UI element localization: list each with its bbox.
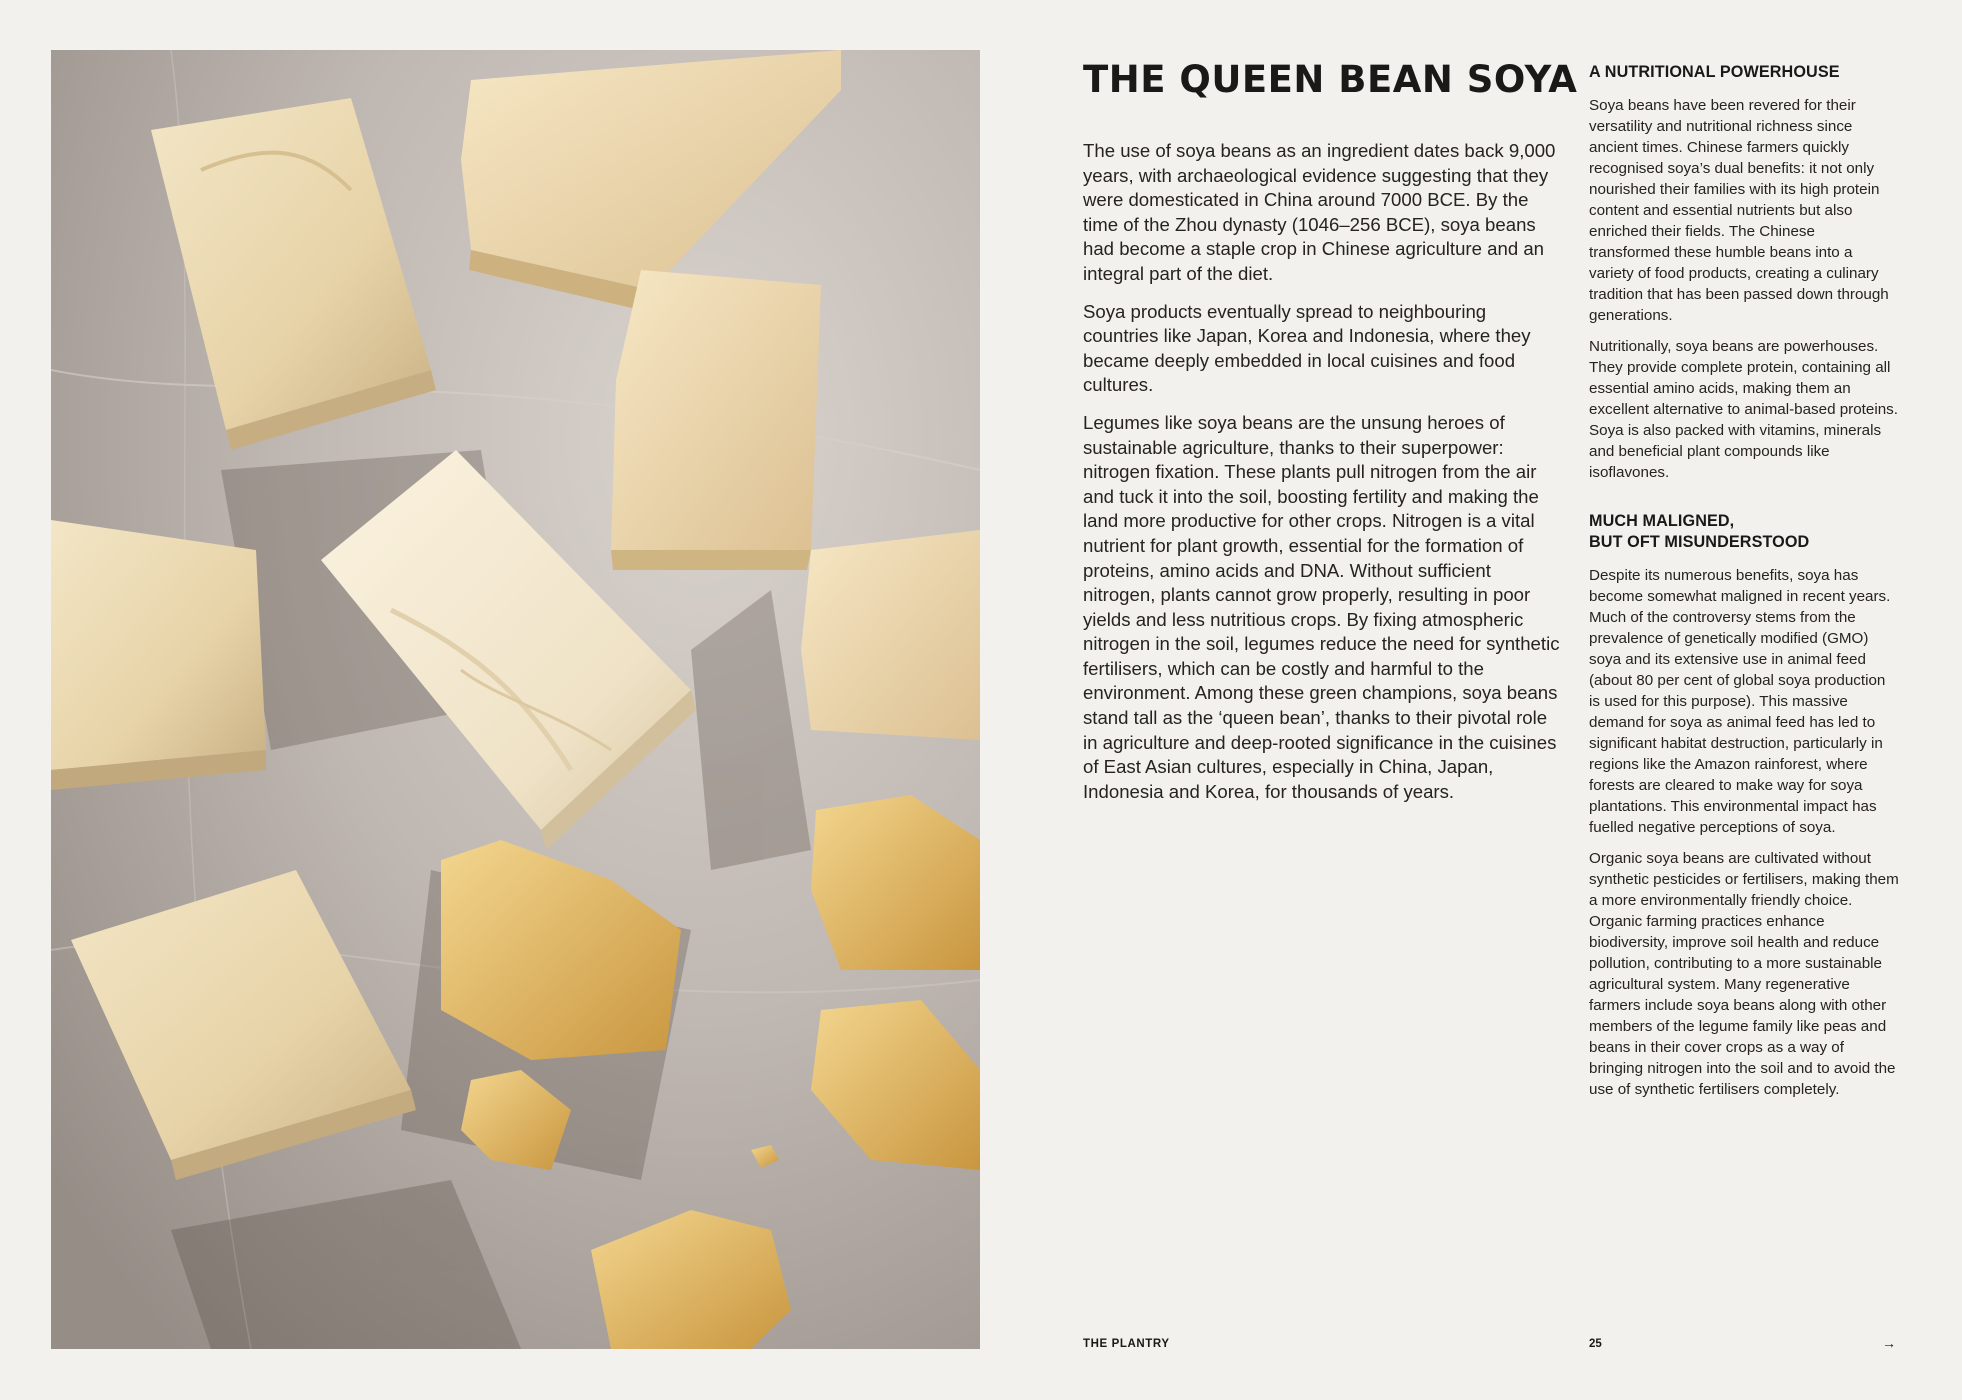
crumbly-tofu-block	[611, 270, 821, 570]
sidebar-paragraph: Despite its numerous benefits, soya has become somewhat maligned in recent years. Much of the controversy stems from the prevalence of genetically modified (GMO) soya and its extensive use in animal feed (about 80 per cent of global soya production is used for this purpose). This massive demand for soya as animal feed has led to significant habitat destruction, particularly in regions like the Amazon rainforest, where forests are cleared to make way for soya plantations. This environmental impact has fuelled negative perceptions of soya.	[1589, 567, 1891, 836]
page-number: 25	[1589, 1338, 1602, 1350]
section-heading-line: MUCH MALIGNED,	[1589, 512, 1735, 530]
main-paragraph: Legumes like soya beans are the unsung heroes of sustainable agriculture, thanks to their superpower: nitrogen fixation. These plants pull nitrogen from the air and tuck it into the soil, boosting fertility and making the land more productive for other crops. Nitrogen is a vital nutrient for plant growth, essential for the formation of proteins, amino acids and DNA. Without sufficient nitrogen, plants cannot grow properly, resulting in poor yields and less nutritious crops. By fixing atmospheric nitrogen in the soil, legumes reduce the need for synthetic fertilisers, which can be costly and harmful to the environment. Among these green champions, soya beans stand tall as the ‘queen bean’, thanks to their pivotal role in agriculture and deep-rooted significance in the cuisines of East Asian cultures, especially in China, Japan, Indonesia and Korea, for thousands of years.	[1083, 411, 1560, 802]
crumbly-tofu-right	[801, 530, 980, 740]
soy-products-photo	[51, 50, 980, 1349]
main-article-column	[1083, 139, 1560, 817]
sidebar-column	[1589, 62, 1899, 1110]
section-heading-nutrition: A NUTRITIONAL POWERHOUSE	[1589, 63, 1840, 81]
section-heading-maligned	[1589, 511, 1899, 553]
running-footer-title: THE PLANTRY	[1083, 1338, 1170, 1350]
sidebar-paragraph: Soya beans have been revered for their versatility and nutritional richness since ancient times. Chinese farmers quickly recognised soya’s dual benefits: it not only nourished their families with its high protein content and essential nutrients but also enriched their fields. The Chinese transformed these humble beans into a variety of food products, creating a culinary tradition that has been passed down through generations.	[1589, 97, 1889, 324]
smooth-tofu-block-2	[51, 520, 266, 790]
page-title: THE QUEEN BEAN SOYA	[1083, 58, 1578, 101]
section-heading-line: BUT OFT MISUNDERSTOOD	[1589, 533, 1810, 551]
next-page-arrow-icon[interactable]: →	[1882, 1335, 1896, 1351]
sidebar-paragraph: Nutritionally, soya beans are powerhouses. They provide complete protein, containing all essential amino acids, making them an excellent alternative to animal-based proteins. Soya is also packed with vitamins, minerals and beneficial plant compounds like isoflavones.	[1589, 338, 1898, 481]
sidebar-paragraph: Organic soya beans are cultivated without synthetic pesticides or fertilisers, making them a more environmentally friendly choice. Organic farming practices enhance biodiversity, improve soil health and reduce pollution, contributing to a more sustainable agricultural system. Many regenerative farmers include soya beans along with other members of the legume family like peas and beans in their cover crops as a way of bringing nitrogen into the soil and to avoid the use of synthetic fertilisers completely.	[1589, 850, 1899, 1098]
photo-illustration	[51, 50, 980, 1349]
main-paragraph: The use of soya beans as an ingredient dates back 9,000 years, with archaeological evidence suggesting that they were domesticated in China around 7000 BCE. By the time of the Zhou dynasty (1046–256 BCE), soya beans had become a staple crop in Chinese agriculture and an integral part of the diet.	[1083, 140, 1556, 284]
main-paragraph: Soya products eventually spread to neighbouring countries like Japan, Korea and Indonesia, where they became deeply embedded in local cuisines and food cultures.	[1083, 300, 1531, 396]
